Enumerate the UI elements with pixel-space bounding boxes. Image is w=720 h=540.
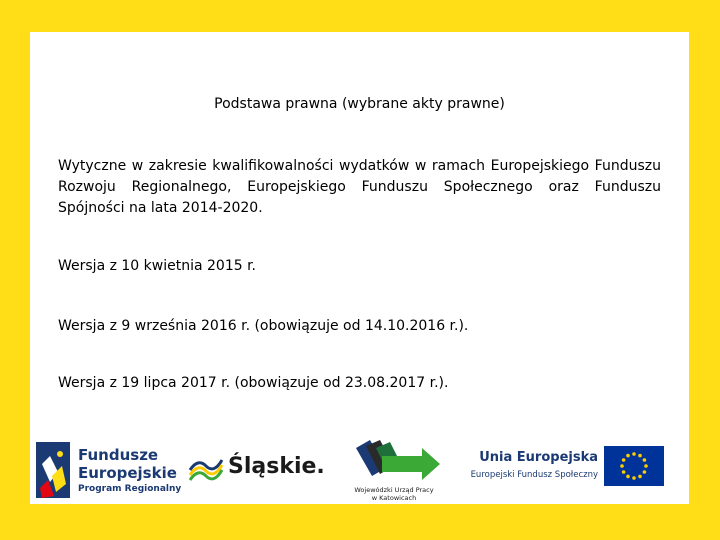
unia-europejska-logo <box>470 446 676 490</box>
slaskie-logo <box>188 452 325 488</box>
fundusze-line3: Program Regionalny <box>78 484 182 494</box>
paragraph-version-2015: Wersja z 10 kwietnia 2015 r. <box>58 258 257 274</box>
slaskie-wave-icon <box>188 452 224 484</box>
wup-caption-line1: Wojewódzki Urząd Pracy <box>354 486 434 494</box>
eu-flag-icon <box>604 446 664 486</box>
wup-arrow-icon <box>346 438 442 484</box>
fundusze-europejskie-icon <box>36 442 70 498</box>
wup-logo <box>342 438 446 504</box>
paragraph-guidelines: Wytyczne w zakresie kwalifikowalności wydatków w ramach Europejskiego Funduszu Rozwoju Regionalnego, Europejskiego Funduszu Społecznego oraz Funduszu Spójności na lata 2014-2020. <box>58 158 661 216</box>
slide-page <box>30 32 689 504</box>
fundusze-line2: Europejskie <box>78 464 177 482</box>
document-title: Podstawa prawna (wybrane akty prawne) <box>214 96 505 112</box>
ue-name: Unia Europejska <box>479 450 598 465</box>
ue-fund-name: Europejski Fundusz Społeczny <box>470 470 598 480</box>
fundusze-line1: Fundusze <box>78 446 159 464</box>
fundusze-europejskie-logo <box>36 442 186 498</box>
paragraph-version-2016: Wersja z 9 września 2016 r. (obowiązuje od 14.10.2016 r.). <box>58 318 469 334</box>
slaskie-text: Śląskie. <box>228 454 325 479</box>
paragraph-version-2017: Wersja z 19 lipca 2017 r. (obowiązuje od 23.08.2017 r.). <box>58 375 449 391</box>
wup-caption-line2: w Katowicach <box>371 494 417 502</box>
logo-bar <box>30 432 689 504</box>
